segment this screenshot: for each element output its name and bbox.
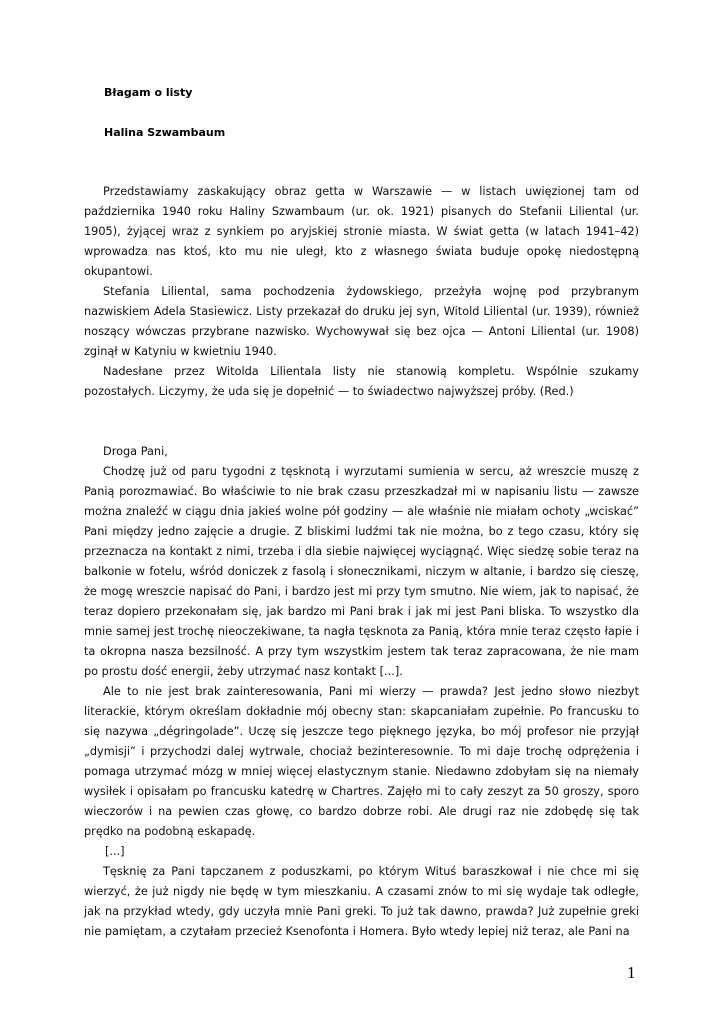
letter-paragraph: Tęsknię za Pani tapczanem z poduszkami, po którym Wituś baraszkował i nie chce mi się wierzyć, że już nigdy nie będę w tym mieszkaniu. A czasami znów to mi się wydaje tak odległe, jak na przykład wtedy, gdy uczyła mnie Pani greki. To już tak dawno, prawda? Już zupełnie greki nie pamiętam, a czytałam przecież Ksenofonta i Homera. Było wtedy lepiej niż teraz, ale Pani na bbox=[84, 865, 639, 938]
page-number: 1 bbox=[627, 963, 636, 982]
intro-paragraph: Przedstawiamy zaskakujący obraz getta w Warszawie — w listach uwięzionej tam od października 1940 roku Haliny Szwambaum (ur. ok. 1921) pisanych do Stefanii Liliental (ur. 1905), żyjącej wraz z synkiem po aryjskiej stronie miasta. W świat getta (w latach 1941–42) wprowadza nas ktoś, kto mu nie uległ, kto z własnego świata buduje opokę niedostępną okupantowi. bbox=[84, 185, 639, 278]
intro-paragraph: Nadesłane przez Witolda Lilientala listy nie stanowią kompletu. Wspólnie szukamy pozostałych. Liczymy, że uda się je dopełnić — to świadectwo najwyższej próby. (Red.) bbox=[84, 365, 639, 398]
letter-body bbox=[84, 442, 639, 942]
letter-paragraph: Ale to nie jest brak zainteresowania, Pani mi wierzy — prawda? Jest jedno słowo niezbyt literackie, którym określam dokładnie mój obecny stan: skapcaniałam zupełnie. Po francusku to się nazywa „dégringolade”. Uczę się jeszcze tego pięknego języka, bo mój profesor nie przyjął „dymisji” i przychodzi dalej wytrwale, chociaż bezinteresownie. To mi daje trochę odprężenia i pomaga utrzymać mózg w mniej więcej elastycznym stanie. Niedawno zdobyłam się na niemały wysiłek i opisałam po francusku katedrę w Chartres. Zajęło mi to cały zeszyt za 50 groszy, sporo wieczorów i na pewien czas głowę, co bardzo dobrze robi. Ale drugi raz nie zdobędę się tak prędko na podobną eskapadę. bbox=[84, 685, 639, 838]
letter-salutation: Droga Pani, bbox=[103, 445, 168, 458]
article-author: Halina Szwambaum bbox=[104, 126, 226, 139]
letter-paragraph: Chodzę już od paru tygodni z tęsknotą i wyrzutami sumienia w sercu, aż wreszcie muszę z Panią porozmawiać. Bo właściwie to nie brak czasu przeszkadzał mi w napisaniu listu — zawsze można znaleźć w ciągu dnia jakieś wolne pół godziny — ale właśnie nie miałam ochoty „wciskać” Pani między jedno zajęcie a drugie. Z bliskimi ludźmi tak nie można, bo z tego czasu, który się przeznacza na kontakt z nimi, trzeba i dla siebie najwięcej wyciągnąć. Więc siedzę sobie teraz na balkonie w fotelu, wśród doniczek z fasolą i słonecznikami, niczym w altanie, i bardzo się cieszę, że mogę wreszcie napisać do Pani, i bardzo jest mi przy tym smutno. Nie wiem, jak to napisać, że teraz dopiero przekonałam się, jak bardzo mi Pani brak i jak mi jest Pani bliska. To wszystko dla mnie samej jest trochę nieoczekiwane, ta nagła tęsknota za Panią, która mnie teraz często łapie i ta okropna nasza bezsilność. A przy tym wszystkim jestem tak teraz zapracowana, że nie mam po prostu dość energii, żeby utrzymać nasz kontakt [...]. bbox=[84, 465, 639, 678]
letter-ellipsis: [...] bbox=[105, 845, 125, 858]
article-title: Błagam o listy bbox=[104, 86, 193, 99]
editorial-intro bbox=[84, 182, 639, 402]
intro-paragraph: Stefania Liliental, sama pochodzenia żydowskiego, przeżyła wojnę pod przybranym nazwiskiem Adela Stasiewicz. Listy przekazał do druku jej syn, Witold Liliental (ur. 1939), również noszący wówczas przybrane nazwisko. Wychowywał się bez ojca — Antoni Liliental (ur. 1908) zginął w Katyniu w kwietniu 1940. bbox=[84, 285, 639, 358]
